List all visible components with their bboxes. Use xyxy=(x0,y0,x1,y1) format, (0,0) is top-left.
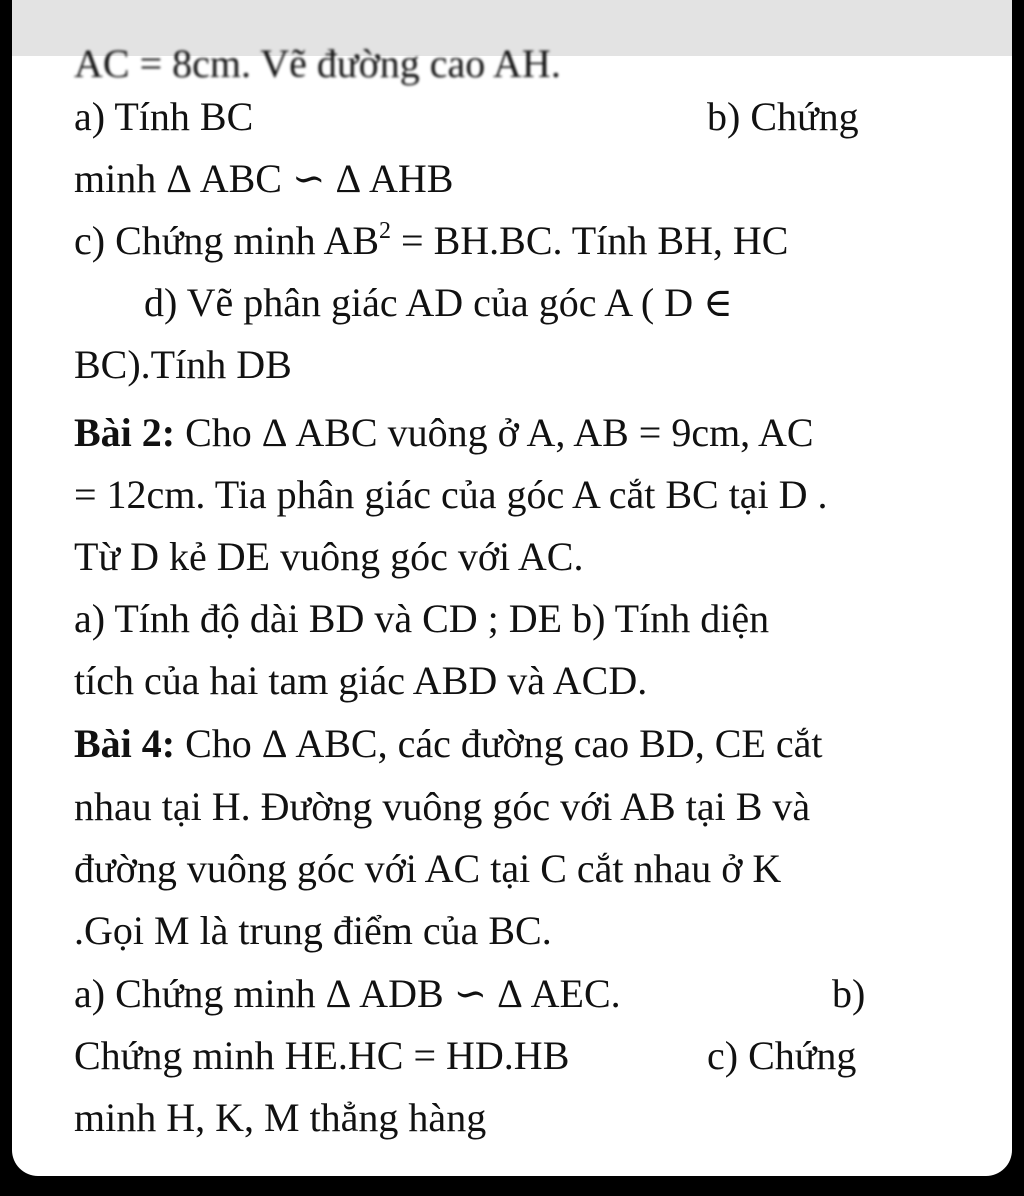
bai4-q-c-text: minh H, K, M thẳng hàng xyxy=(74,1095,487,1140)
bai2-line-5: tích của hai tam giác ABD và ACD. xyxy=(74,658,648,703)
bai2-text: Cho Δ ABC vuông ở A, AB = 9cm, AC xyxy=(175,410,814,455)
bai4-line-3: đường vuông góc với AC tại C cắt nhau ở K xyxy=(74,846,782,891)
q1c-pre: c) Chứng minh AB xyxy=(74,218,380,263)
bai4-q-c-label: c) Chứng xyxy=(707,1033,857,1078)
q1b-text: b) Chứng xyxy=(707,94,859,139)
q1c-post: = BH.BC. Tính BH, HC xyxy=(391,218,789,263)
exponent: 2 xyxy=(379,218,392,244)
cutoff-line: AC = 8cm. Vẽ đường cao AH. xyxy=(74,41,561,86)
bai4-q-b-label: b) xyxy=(832,971,866,1016)
bai4-line-4: .Gọi M là trung điểm của BC. xyxy=(74,908,552,953)
document-page xyxy=(12,0,1012,1176)
bai4-line-1 xyxy=(74,721,823,766)
bai4-q-a: a) Chứng minh Δ ADB ∽ Δ AEC. xyxy=(74,971,621,1016)
q1c-text xyxy=(74,218,789,263)
q1d-continued: BC).Tính DB xyxy=(74,342,292,387)
bai2-label: Bài 2: xyxy=(74,410,176,455)
bai2-line-2: = 12cm. Tia phân giác của góc A cắt BC tại D . xyxy=(74,472,828,517)
bai4-label: Bài 4: xyxy=(74,721,176,766)
bai2-line-4: a) Tính độ dài BD và CD ; DE b) Tính diện xyxy=(74,596,770,641)
bai4-q-b-text: Chứng minh HE.HC = HD.HB xyxy=(74,1033,570,1078)
q1a-text: a) Tính BC xyxy=(74,94,254,139)
q1b-continued: minh Δ ABC ∽ Δ AHB xyxy=(74,156,454,201)
bai4-line-2: nhau tại H. Đường vuông góc với AB tại B và xyxy=(74,784,811,829)
bai2-line-3: Từ D kẻ DE vuông góc với AC. xyxy=(74,534,584,579)
q1d-text: d) Vẽ phân giác AD của góc A ( D ∈ xyxy=(144,280,733,325)
bai4-text: Cho Δ ABC, các đường cao BD, CE cắt xyxy=(175,721,823,766)
bai2-line-1 xyxy=(74,410,814,455)
